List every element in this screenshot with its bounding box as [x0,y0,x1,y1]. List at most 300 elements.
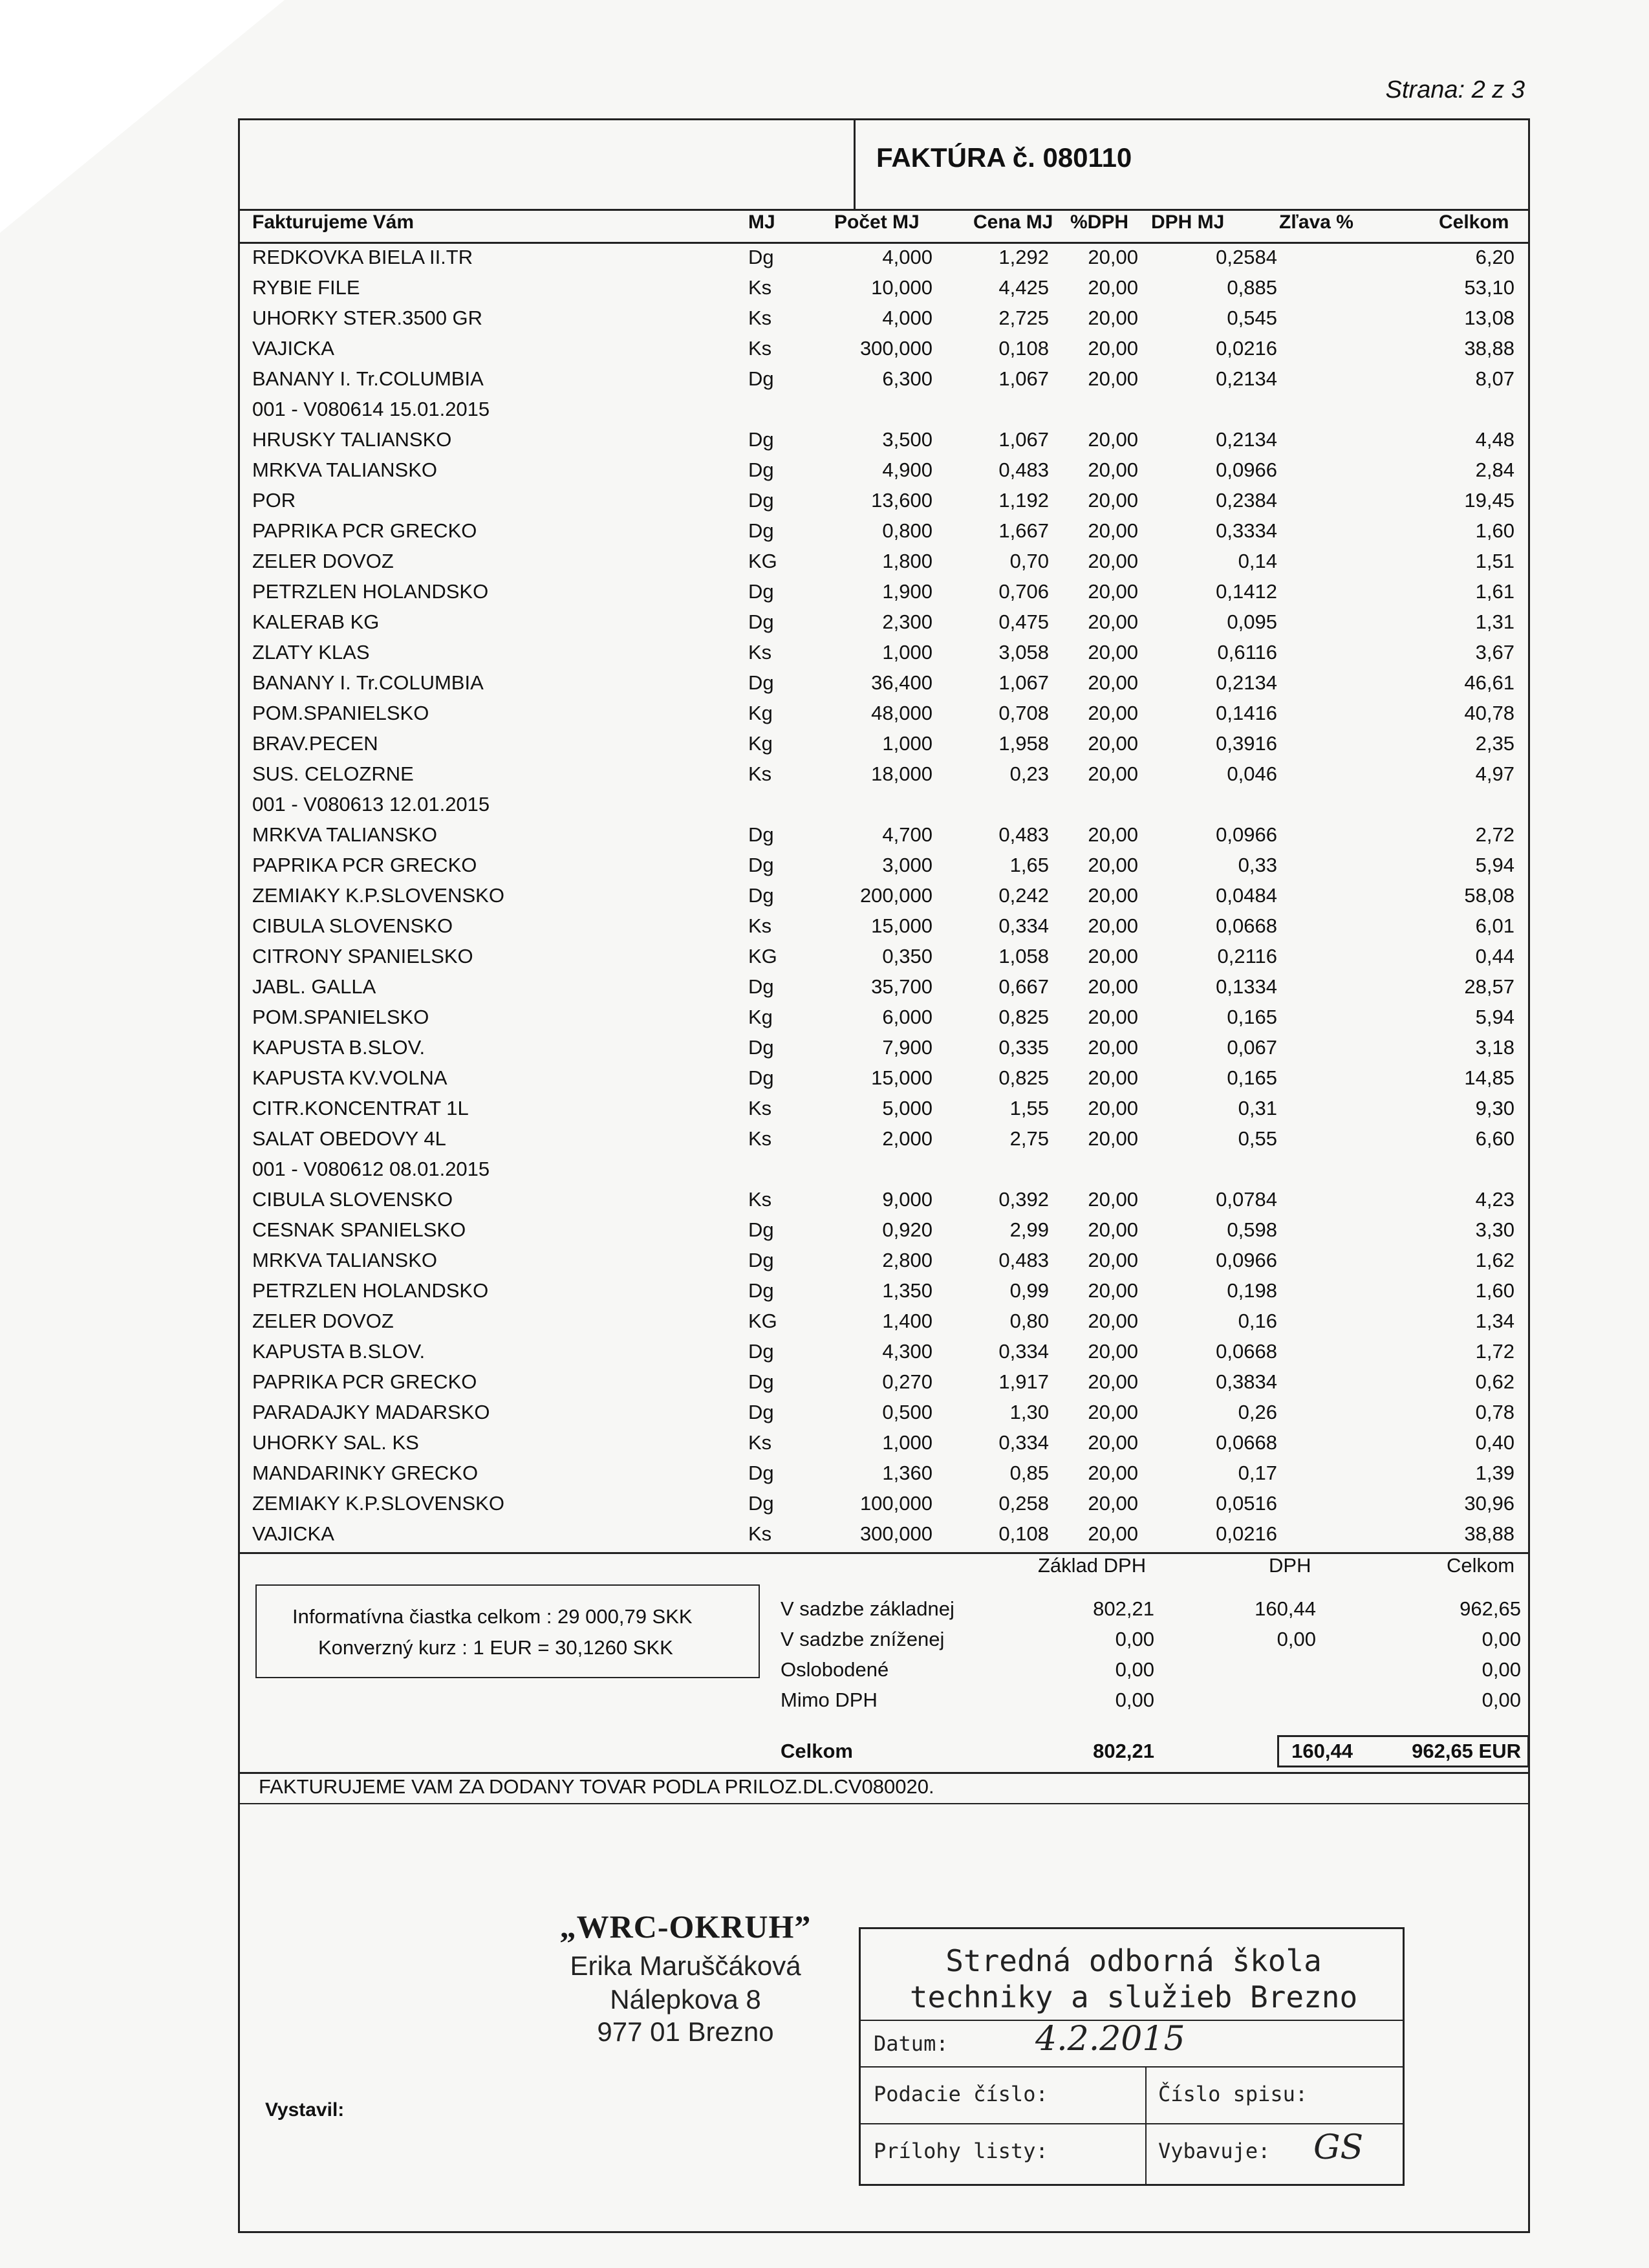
registry-cislo-label: Číslo spisu: [1158,2082,1308,2106]
cell-pocet: 1,800 [882,550,932,572]
cell-mj: Dg [748,1462,774,1484]
cell-celkom: 4,48 [1475,428,1514,451]
summary-header-zaklad: Základ DPH [1038,1554,1147,1577]
table-row [0,1370,1649,1401]
cell-dphmj: 0,0668 [1216,914,1277,937]
cell-dphmj: 0,1334 [1216,975,1277,998]
cell-dphmj: 0,0966 [1216,823,1277,846]
table-row [0,671,1649,702]
cell-name: HRUSKY TALIANSKO [252,428,452,451]
cell-dph: 20,00 [1088,914,1138,937]
cell-cena: 1,958 [998,732,1049,755]
cell-pocet: 1,000 [882,1431,932,1454]
cell-mj: Ks [748,337,772,360]
cell-celkom: 0,78 [1475,1401,1514,1423]
cell-name: KAPUSTA B.SLOV. [252,1036,426,1059]
registry-school-name-2: techniky a služieb Brezno [909,1980,1358,2014]
summary-row-label: V sadzbe zníženej [781,1628,945,1650]
cell-name: BRAV.PECEN [252,732,378,755]
cell-dphmj: 0,2134 [1216,671,1277,694]
cell-pocet: 15,000 [871,914,932,937]
cell-dph: 20,00 [1088,854,1138,876]
cell-name: ZEMIAKY K.P.SLOVENSKO [252,1492,504,1515]
cell-dph: 20,00 [1088,762,1138,785]
cell-name: 001 - V080612 08.01.2015 [252,1158,490,1180]
cell-mj: KG [748,550,777,572]
cell-dph: 20,00 [1088,671,1138,694]
cell-name: REDKOVKA BIELA II.TR [252,246,473,268]
cell-dphmj: 0,2134 [1216,428,1277,451]
cell-pocet: 3,500 [882,428,932,451]
cell-dph: 20,00 [1088,276,1138,299]
cell-dph: 20,00 [1088,550,1138,572]
cell-name: PETRZLEN HOLANDSKO [252,580,489,603]
table-row [0,975,1649,1006]
summary-row-celkom: 0,00 [1482,1658,1521,1681]
col-header-pocet: Počet MJ [834,211,920,233]
cell-celkom: 28,57 [1464,975,1514,998]
cell-pocet: 2,300 [882,610,932,633]
summary-row-celkom: 0,00 [1482,1628,1521,1650]
cell-cena: 1,917 [998,1370,1049,1393]
cell-name: ZLATY KLAS [252,641,370,664]
cell-celkom: 58,08 [1464,884,1514,907]
cell-dph: 20,00 [1088,1036,1138,1059]
cell-dph: 20,00 [1088,1401,1138,1423]
cell-pocet: 4,000 [882,307,932,329]
cell-cena: 0,483 [998,1249,1049,1271]
cell-mj: Kg [748,732,773,755]
cell-dphmj: 0,0216 [1216,1522,1277,1545]
table-row [0,762,1649,793]
cell-pocet: 4,000 [882,246,932,268]
cell-pocet: 100,000 [859,1492,932,1515]
cell-dphmj: 0,31 [1238,1097,1277,1119]
cell-celkom: 3,30 [1475,1218,1514,1241]
cell-cena: 0,80 [1009,1310,1049,1332]
table-row [0,307,1649,337]
cell-dphmj: 0,6116 [1217,641,1277,664]
stamp-city: 977 01 Brezno [597,2016,774,2047]
cell-mj: Ks [748,276,772,299]
cell-celkom: 46,61 [1464,671,1514,694]
col-header-dphmj: DPH MJ [1151,211,1225,233]
table-row [0,246,1649,276]
cell-pocet: 1,400 [882,1310,932,1332]
cell-name: CIBULA SLOVENSKO [252,1188,453,1211]
cell-name: 001 - V080614 15.01.2015 [252,398,490,420]
cell-pocet: 0,350 [882,945,932,967]
cell-dphmj: 0,0668 [1216,1431,1277,1454]
footer-line [238,1803,1530,1804]
cell-name: MANDARINKY GRECKO [252,1462,479,1484]
cell-dphmj: 0,165 [1227,1006,1277,1028]
cell-pocet: 4,700 [882,823,932,846]
cell-dph: 20,00 [1088,1127,1138,1150]
table-row [0,1218,1649,1249]
cell-pocet: 1,350 [882,1279,932,1302]
table-row [0,1401,1649,1431]
cell-celkom: 1,60 [1475,519,1514,542]
cell-name: JABL. GALLA [252,975,376,998]
cell-name: PETRZLEN HOLANDSKO [252,1279,489,1302]
cell-celkom: 2,72 [1475,823,1514,846]
cell-dphmj: 0,55 [1238,1127,1277,1150]
cell-dphmj: 0,3334 [1216,519,1277,542]
cell-celkom: 0,40 [1475,1431,1514,1454]
table-row [0,945,1649,975]
cell-name: CITR.KONCENTRAT 1L [252,1097,469,1119]
cell-pocet: 300,000 [859,337,932,360]
summary-row-zaklad: 802,21 [1093,1597,1154,1620]
cell-dph: 20,00 [1088,823,1138,846]
cell-pocet: 1,360 [882,1462,932,1484]
cell-dphmj: 0,067 [1227,1036,1277,1059]
cell-celkom: 2,35 [1475,732,1514,755]
cell-name: SUS. CELOZRNE [252,762,414,785]
cell-celkom: 5,94 [1475,1006,1514,1028]
header-underline [238,242,1530,244]
cell-dph: 20,00 [1088,1492,1138,1515]
cell-dphmj: 0,1416 [1216,702,1277,724]
cell-celkom: 8,07 [1475,367,1514,390]
cell-celkom: 14,85 [1464,1066,1514,1089]
cell-dphmj: 0,2384 [1216,489,1277,512]
cell-dph: 20,00 [1088,610,1138,633]
summary-total-celkom: 962,65 EUR [1412,1740,1521,1762]
table-row [0,610,1649,641]
table-row [0,1097,1649,1127]
cell-dph: 20,00 [1088,307,1138,329]
cell-celkom: 1,51 [1475,550,1514,572]
cell-celkom: 19,45 [1464,489,1514,512]
cell-pocet: 7,900 [882,1036,932,1059]
cell-cena: 0,667 [998,975,1049,998]
table-row [0,1066,1649,1097]
cell-pocet: 200,000 [859,884,932,907]
cell-dphmj: 0,046 [1227,762,1277,785]
cell-cena: 2,99 [1009,1218,1049,1241]
cell-celkom: 1,61 [1475,580,1514,603]
info-rate: Konverzný kurz : 1 EUR = 30,1260 SKK [318,1636,673,1659]
stamp-person: Erika Maruščáková [570,1950,801,1981]
cell-dph: 20,00 [1088,428,1138,451]
cell-pocet: 0,270 [882,1370,932,1393]
cell-dph: 20,00 [1088,489,1138,512]
registry-date-label: Datum: [874,2031,949,2056]
summary-row-celkom: 0,00 [1482,1689,1521,1711]
cell-celkom: 13,08 [1464,307,1514,329]
cell-mj: Ks [748,641,772,664]
cell-mj: Dg [748,580,774,603]
cell-mj: Dg [748,671,774,694]
cell-mj: Dg [748,1036,774,1059]
cell-mj: Dg [748,884,774,907]
cell-dph: 20,00 [1088,641,1138,664]
cell-mj: Ks [748,762,772,785]
cell-celkom: 6,20 [1475,246,1514,268]
cell-mj: Dg [748,519,774,542]
cell-dphmj: 0,885 [1227,276,1277,299]
col-header-zlava: Zľava % [1279,211,1353,233]
table-row [0,489,1649,519]
cell-dphmj: 0,0516 [1216,1492,1277,1515]
cell-name: 001 - V080613 12.01.2015 [252,793,490,815]
col-header-mj: MJ [748,211,775,233]
summary-row-zaklad: 0,00 [1115,1628,1154,1650]
cell-name: MRKVA TALIANSKO [252,459,437,481]
col-header-celkom: Celkom [1439,211,1509,233]
cell-dphmj: 0,0216 [1216,337,1277,360]
cell-dph: 20,00 [1088,1431,1138,1454]
table-row [0,276,1649,307]
table-row [0,1279,1649,1310]
table-row [0,1249,1649,1279]
table-row [0,854,1649,884]
summary-row-label: Mimo DPH [781,1689,878,1711]
cell-celkom: 53,10 [1464,276,1514,299]
cell-dph: 20,00 [1088,519,1138,542]
cell-celkom: 38,88 [1464,1522,1514,1545]
cell-dph: 20,00 [1088,459,1138,481]
cell-cena: 1,292 [998,246,1049,268]
cell-dph: 20,00 [1088,1006,1138,1028]
table-row [0,1006,1649,1036]
summary-total-dph: 160,44 [1291,1740,1353,1762]
cell-mj: Ks [748,1431,772,1454]
registry-podacie-label: Podacie číslo: [874,2082,1048,2106]
cell-name: POM.SPANIELSKO [252,702,429,724]
summary-header-dph: DPH [1269,1554,1311,1577]
cell-dphmj: 0,17 [1238,1462,1277,1484]
cell-celkom: 40,78 [1464,702,1514,724]
cell-dph: 20,00 [1088,1218,1138,1241]
cell-mj: Dg [748,459,774,481]
cell-pocet: 0,800 [882,519,932,542]
cell-name: POM.SPANIELSKO [252,1006,429,1028]
cell-dphmj: 0,598 [1227,1218,1277,1241]
cell-name: PAPRIKA PCR GRECKO [252,519,477,542]
registry-date-value: 4.2.2015 [1035,2020,1185,2058]
cell-mj: Dg [748,246,774,268]
cell-pocet: 0,920 [882,1218,932,1241]
cell-name: PAPRIKA PCR GRECKO [252,1370,477,1393]
page-number: Strana: 2 z 3 [1385,76,1525,103]
cell-dphmj: 0,1412 [1216,580,1277,603]
cell-mj: Dg [748,610,774,633]
registry-stamp [859,1927,1405,2186]
cell-pocet: 18,000 [871,762,932,785]
table-row [0,1158,1649,1188]
cell-mj: Dg [748,367,774,390]
cell-name: MRKVA TALIANSKO [252,1249,437,1271]
cell-dph: 20,00 [1088,732,1138,755]
cell-mj: Dg [748,1401,774,1423]
table-row [0,459,1649,489]
cell-pocet: 4,900 [882,459,932,481]
cell-dphmj: 0,2134 [1216,367,1277,390]
summary-row-label: V sadzbe základnej [781,1597,954,1620]
table-row [0,823,1649,854]
cell-dphmj: 0,0966 [1216,459,1277,481]
cell-dph: 20,00 [1088,702,1138,724]
cell-cena: 0,258 [998,1492,1049,1515]
cell-cena: 0,475 [998,610,1049,633]
summary-row-zaklad: 0,00 [1115,1658,1154,1681]
table-row [0,550,1649,580]
cell-celkom: 1,72 [1475,1340,1514,1363]
cell-mj: Dg [748,428,774,451]
cell-cena: 1,067 [998,428,1049,451]
summary-row-label: Oslobodené [781,1658,889,1681]
cell-pocet: 1,900 [882,580,932,603]
table-row [0,1431,1649,1462]
cell-celkom: 5,94 [1475,854,1514,876]
cell-mj: Ks [748,307,772,329]
cell-dph: 20,00 [1088,975,1138,998]
cell-name: CITRONY SPANIELSKO [252,945,473,967]
table-row [0,914,1649,945]
table-row [0,337,1649,367]
table-row [0,1522,1649,1553]
cell-celkom: 1,60 [1475,1279,1514,1302]
cell-dph: 20,00 [1088,1097,1138,1119]
cell-cena: 0,825 [998,1006,1049,1028]
company-stamp [530,1908,841,2076]
table-row [0,1036,1649,1066]
cell-cena: 0,85 [1009,1462,1049,1484]
header-divider [238,209,1530,211]
cell-pocet: 0,500 [882,1401,932,1423]
cell-mj: Dg [748,1279,774,1302]
cell-cena: 0,483 [998,823,1049,846]
cell-name: POR [252,489,296,512]
cell-dphmj: 0,2116 [1217,945,1277,967]
cell-dphmj: 0,0484 [1216,884,1277,907]
cell-celkom: 2,84 [1475,459,1514,481]
cell-dphmj: 0,16 [1238,1310,1277,1332]
cell-name: UHORKY SAL. KS [252,1431,419,1454]
footer-note: FAKTURUJEME VAM ZA DODANY TOVAR PODLA PRILOZ.DL.CV080020. [259,1775,934,1798]
registry-prilohy-label: Prílohy listy: [874,2139,1048,2163]
cell-mj: Dg [748,854,774,876]
cell-dph: 20,00 [1088,1066,1138,1089]
cell-dph: 20,00 [1088,246,1138,268]
cell-cena: 0,483 [998,459,1049,481]
cell-celkom: 1,34 [1475,1310,1514,1332]
col-header-name: Fakturujeme Vám [252,211,415,233]
cell-dphmj: 0,3916 [1216,732,1277,755]
cell-pocet: 9,000 [882,1188,932,1211]
cell-mj: KG [748,1310,777,1332]
cell-cena: 0,335 [998,1036,1049,1059]
summary-row-dph: 0,00 [1277,1628,1316,1650]
cell-name: VAJICKA [252,1522,334,1545]
cell-pocet: 10,000 [871,276,932,299]
cell-dphmj: 0,0784 [1216,1188,1277,1211]
cell-cena: 2,75 [1009,1127,1049,1150]
summary-divider [238,1552,1530,1554]
cell-name: PARADAJKY MADARSKO [252,1401,490,1423]
cell-name: BANANY I. Tr.COLUMBIA [252,367,484,390]
cell-mj: Kg [748,1006,773,1028]
cell-name: VAJICKA [252,337,334,360]
table-row [0,1127,1649,1158]
table-row [0,1462,1649,1492]
table-row [0,428,1649,459]
cell-dphmj: 0,545 [1227,307,1277,329]
cell-mj: Dg [748,1066,774,1089]
cell-name: ZELER DOVOZ [252,550,394,572]
table-row [0,519,1649,550]
cell-celkom: 1,39 [1475,1462,1514,1484]
cell-name: BANANY I. Tr.COLUMBIA [252,671,484,694]
cell-pocet: 5,000 [882,1097,932,1119]
cell-name: SALAT OBEDOVY 4L [252,1127,446,1150]
cell-celkom: 1,62 [1475,1249,1514,1271]
cell-pocet: 3,000 [882,854,932,876]
cell-name: ZELER DOVOZ [252,1310,394,1332]
cell-dph: 20,00 [1088,1310,1138,1332]
issued-by-label: Vystavil: [265,2099,345,2121]
cell-dphmj: 0,14 [1238,550,1277,572]
info-amount: Informatívna čiastka celkom : 29 000,79 SKK [292,1605,693,1628]
cell-cena: 1,058 [998,945,1049,967]
cell-name: KALERAB KG [252,610,380,633]
registry-vybavuje-value: GS [1313,2128,1364,2167]
cell-cena: 1,65 [1009,854,1049,876]
cell-celkom: 3,18 [1475,1036,1514,1059]
cell-name: MRKVA TALIANSKO [252,823,437,846]
cell-dph: 20,00 [1088,884,1138,907]
cell-mj: Ks [748,914,772,937]
cell-cena: 1,067 [998,367,1049,390]
cell-name: ZEMIAKY K.P.SLOVENSKO [252,884,504,907]
cell-dph: 20,00 [1088,367,1138,390]
cell-pocet: 13,600 [871,489,932,512]
cell-dph: 20,00 [1088,1279,1138,1302]
stamp-company-name: „WRC-OKRUH” [559,1908,812,1945]
cell-dphmj: 0,0966 [1216,1249,1277,1271]
cell-dph: 20,00 [1088,1340,1138,1363]
table-row [0,398,1649,428]
cell-cena: 0,108 [998,337,1049,360]
cell-dph: 20,00 [1088,1249,1138,1271]
cell-cena: 4,425 [998,276,1049,299]
cell-dph: 20,00 [1088,337,1138,360]
summary-header-celkom: Celkom [1447,1554,1515,1577]
cell-pocet: 2,000 [882,1127,932,1150]
cell-celkom: 0,44 [1475,945,1514,967]
cell-mj: Dg [748,1218,774,1241]
cell-cena: 0,242 [998,884,1049,907]
registry-divider [861,2066,1403,2068]
cell-dph: 20,00 [1088,1462,1138,1484]
cell-cena: 0,334 [998,1340,1049,1363]
cell-pocet: 2,800 [882,1249,932,1271]
cell-dph: 20,00 [1088,1522,1138,1545]
cell-pocet: 1,000 [882,732,932,755]
table-row [0,641,1649,671]
info-box [255,1584,760,1678]
cell-celkom: 30,96 [1464,1492,1514,1515]
cell-cena: 1,192 [998,489,1049,512]
cell-mj: Dg [748,1370,774,1393]
cell-cena: 0,825 [998,1066,1049,1089]
cell-dphmj: 0,198 [1227,1279,1277,1302]
table-row [0,1188,1649,1218]
cell-dphmj: 0,33 [1238,854,1277,876]
